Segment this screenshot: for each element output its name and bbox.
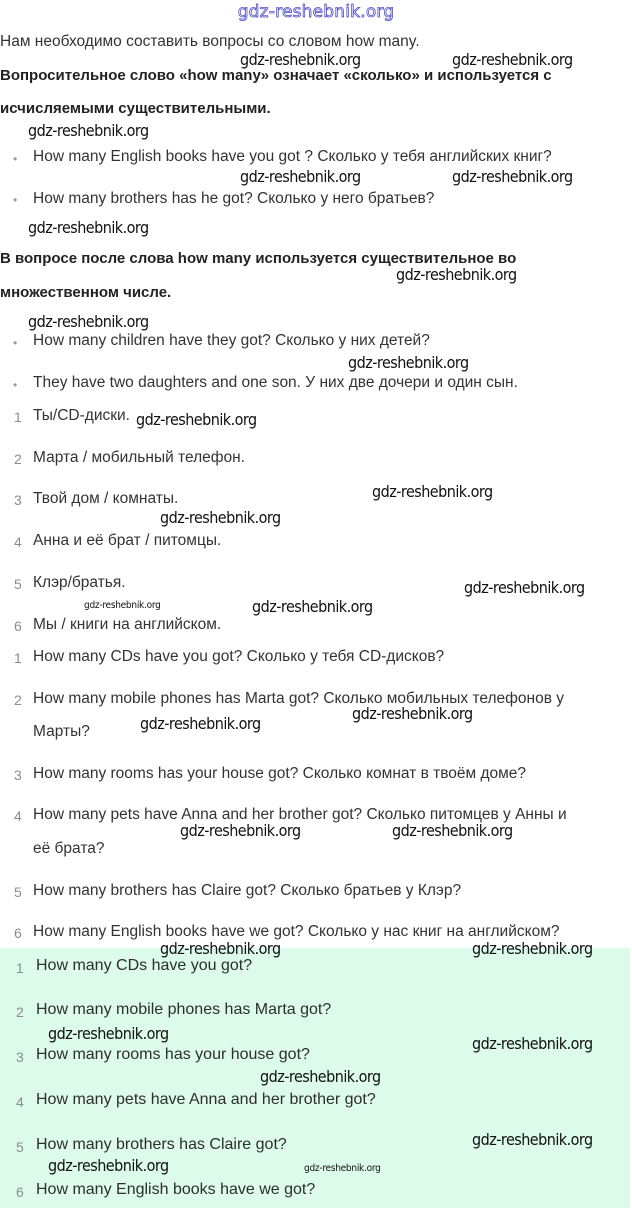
answer-item: How many CDs have you got?	[36, 957, 253, 974]
answer-number: 5	[16, 1139, 24, 1155]
answer-number: 1	[16, 960, 24, 976]
translation-number: 1	[14, 650, 22, 666]
task-item: Марта / мобильный телефон.	[33, 449, 245, 466]
translation-number: 2	[14, 692, 22, 708]
translation-item-cont: её брата?	[33, 840, 105, 857]
answer-item: How many mobile phones has Marta got?	[36, 1001, 332, 1018]
watermark-text: gdz-reshebnik.org	[84, 600, 161, 611]
watermark-text: gdz-reshebnik.org	[252, 597, 373, 616]
watermark-text: gdz-reshebnik.org	[28, 312, 149, 331]
example-item: They have two daughters and one son. У них две дочери и один сын.	[33, 374, 518, 391]
task-item: Анна и её брат / питомцы.	[33, 532, 222, 549]
translation-number: 6	[14, 925, 22, 941]
watermark-text: gdz-reshebnik.org	[372, 482, 493, 501]
task-number: 6	[14, 618, 22, 634]
watermark-text: gdz-reshebnik.org	[260, 1067, 381, 1086]
example-item: How many brothers has he got? Сколько у него братьев?	[33, 190, 435, 207]
watermark-text: gdz-reshebnik.org	[348, 353, 469, 372]
translation-item: How many mobile phones has Marta got? Сколько мобильных телефонов у	[33, 690, 565, 707]
answer-number: 6	[16, 1184, 24, 1200]
bullet-icon: •	[13, 193, 18, 207]
translation-item: How many CDs have you got? Сколько у тебя CD-дисков?	[33, 648, 445, 665]
watermark-text: gdz-reshebnik.org	[180, 821, 301, 840]
rule-text-2: В вопросе после слова how many используется существительное во	[0, 250, 517, 267]
task-number: 3	[14, 492, 22, 508]
watermark-text: gdz-reshebnik.org	[452, 50, 573, 69]
translation-number: 3	[14, 767, 22, 783]
rule-text-1-cont: исчисляемыми существительными.	[0, 100, 271, 117]
translation-number: 5	[14, 884, 22, 900]
answer-item: How many pets have Anna and her brother got?	[36, 1091, 376, 1108]
task-item: Ты/CD-диски.	[33, 407, 130, 424]
watermark-text: gdz-reshebnik.org	[240, 50, 361, 69]
watermark-text: gdz-reshebnik.org	[396, 265, 517, 284]
translation-item: How many English books have we got? Сколько у нас книг на английском?	[33, 923, 560, 940]
translation-item: How many brothers has Claire got? Сколько братьев у Клэр?	[33, 882, 462, 899]
watermark-text: gdz-reshebnik.org	[472, 1130, 593, 1149]
watermark-text: gdz-reshebnik.org	[48, 1024, 169, 1043]
watermark-text: gdz-reshebnik.org	[48, 1156, 169, 1175]
watermark-text: gdz-reshebnik.org	[160, 939, 281, 958]
watermark-text: gdz-reshebnik.org	[136, 410, 257, 429]
translation-item-cont: Марты?	[33, 723, 90, 740]
watermark-text: gdz-reshebnik.org	[304, 1163, 381, 1174]
watermark-text: gdz-reshebnik.org	[392, 821, 513, 840]
header-watermark: gdz-reshebnik.org	[237, 2, 395, 22]
answer-item: How many rooms has your house got?	[36, 1046, 310, 1063]
translation-item: How many pets have Anna and her brother got? Сколько питомцев у Анны и	[33, 806, 567, 823]
task-item: Твой дом / комнаты.	[33, 490, 179, 507]
watermark-text: gdz-reshebnik.org	[472, 939, 593, 958]
answer-number: 2	[16, 1004, 24, 1020]
translation-number: 4	[14, 808, 22, 824]
task-number: 5	[14, 576, 22, 592]
watermark-text: gdz-reshebnik.org	[28, 218, 149, 237]
task-item: Клэр/братья.	[33, 574, 126, 591]
watermark-text: gdz-reshebnik.org	[140, 714, 261, 733]
bullet-icon: •	[13, 152, 18, 166]
rule-text-2-cont: множественном числе.	[0, 284, 172, 301]
task-number: 1	[14, 409, 22, 425]
watermark-text: gdz-reshebnik.org	[28, 121, 149, 140]
task-item: Мы / книги на английском.	[33, 616, 222, 633]
bullet-icon: •	[13, 378, 18, 392]
watermark-text: gdz-reshebnik.org	[240, 167, 361, 186]
answer-item: How many brothers has Claire got?	[36, 1136, 287, 1153]
example-item: How many English books have you got ? Сколько у тебя английских книг?	[33, 148, 552, 165]
intro-text: Нам необходимо составить вопросы со словом how many.	[0, 33, 420, 50]
example-item: How many children have they got? Сколько у них детей?	[33, 332, 430, 349]
translation-item: How many rooms has your house got? Сколько комнат в твоём доме?	[33, 765, 527, 782]
rule-text-1: Вопросительное слово «how many» означает «сколько» и используется с	[0, 67, 552, 84]
watermark-text: gdz-reshebnik.org	[160, 508, 281, 527]
watermark-text: gdz-reshebnik.org	[452, 167, 573, 186]
bullet-icon: •	[13, 336, 18, 350]
task-number: 2	[14, 451, 22, 467]
answer-number: 4	[16, 1094, 24, 1110]
answer-number: 3	[16, 1049, 24, 1065]
task-number: 4	[14, 534, 22, 550]
watermark-text: gdz-reshebnik.org	[464, 578, 585, 597]
answer-item: How many English books have we got?	[36, 1181, 316, 1198]
watermark-text: gdz-reshebnik.org	[352, 704, 473, 723]
watermark-text: gdz-reshebnik.org	[472, 1034, 593, 1053]
